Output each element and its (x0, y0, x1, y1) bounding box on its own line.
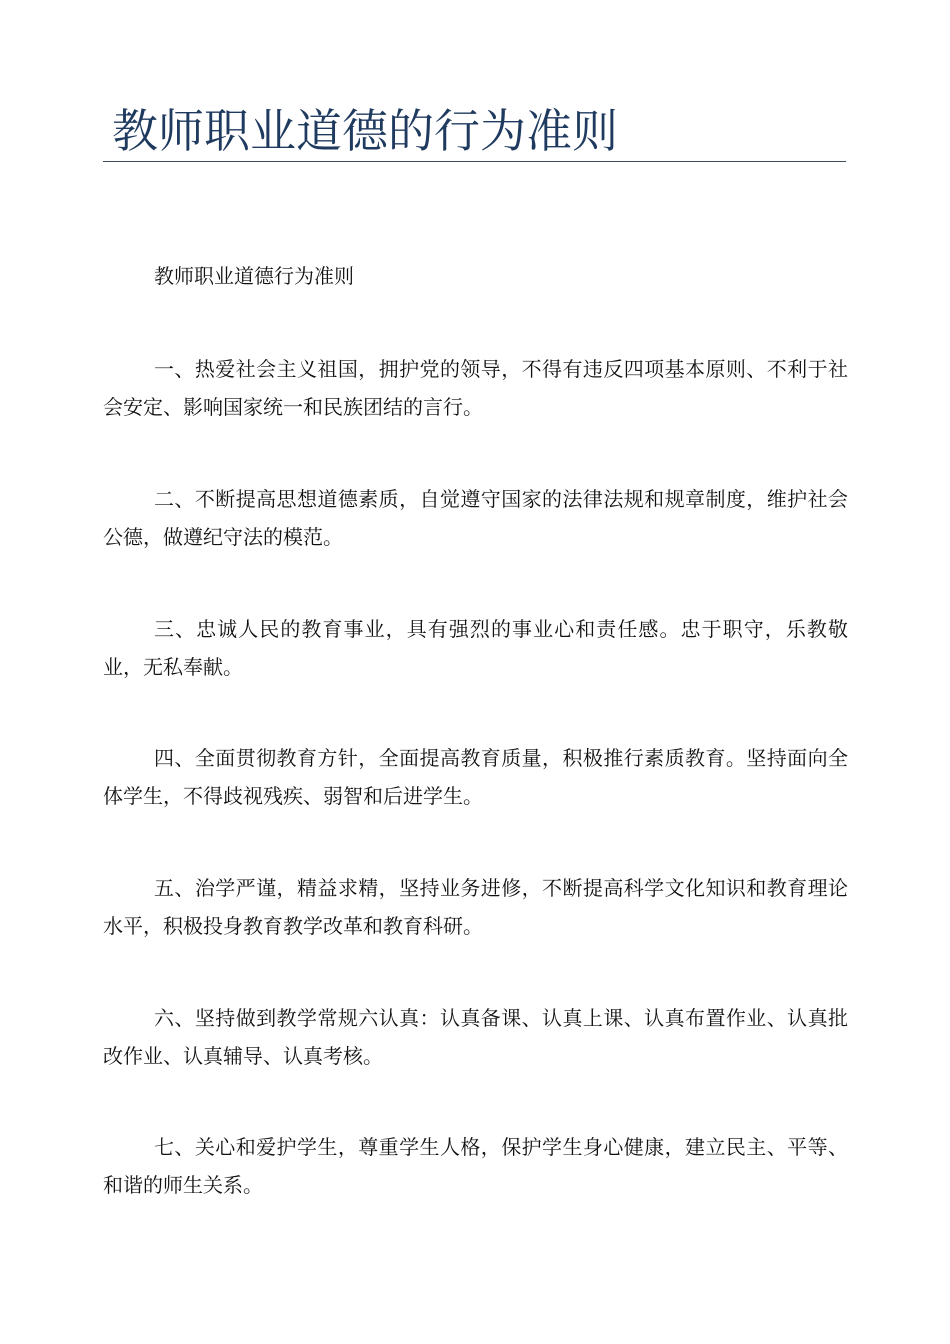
document-title: 教师职业道德的行为准则 (112, 104, 618, 158)
paragraph-4: 四、全面贯彻教育方针，全面提高教育质量，积极推行素质教育。坚持面向全体学生，不得歧视残疾、弱智和后进学生。 (103, 746, 848, 808)
paragraph-1: 一、热爱社会主义祖国，拥护党的领导，不得有违反四项基本原则、不利于社会安定、影响国家统一和民族团结的言行。 (103, 357, 848, 419)
paragraph-5: 五、治学严谨，精益求精，坚持业务进修，不断提高科学文化知识和教育理论水平，积极投身教育教学改革和教育科研。 (103, 876, 848, 938)
paragraph-6: 六、坚持做到教学常规六认真：认真备课、认真上课、认真布置作业、认真批改作业、认真辅导、认真考核。 (103, 1006, 848, 1068)
paragraph-3: 三、忠诚人民的教育事业，具有强烈的事业心和责任感。忠于职守，乐教敬业，无私奉献。 (103, 617, 848, 679)
document-subtitle: 教师职业道德行为准则 (154, 264, 354, 288)
title-underline (103, 161, 846, 162)
paragraph-2: 二、不断提高思想道德素质，自觉遵守国家的法律法规和规章制度，维护社会公德，做遵纪守法的模范。 (103, 487, 848, 549)
paragraph-7: 七、关心和爱护学生，尊重学生人格，保护学生身心健康，建立民主、平等、和谐的师生关系。 (103, 1135, 848, 1197)
